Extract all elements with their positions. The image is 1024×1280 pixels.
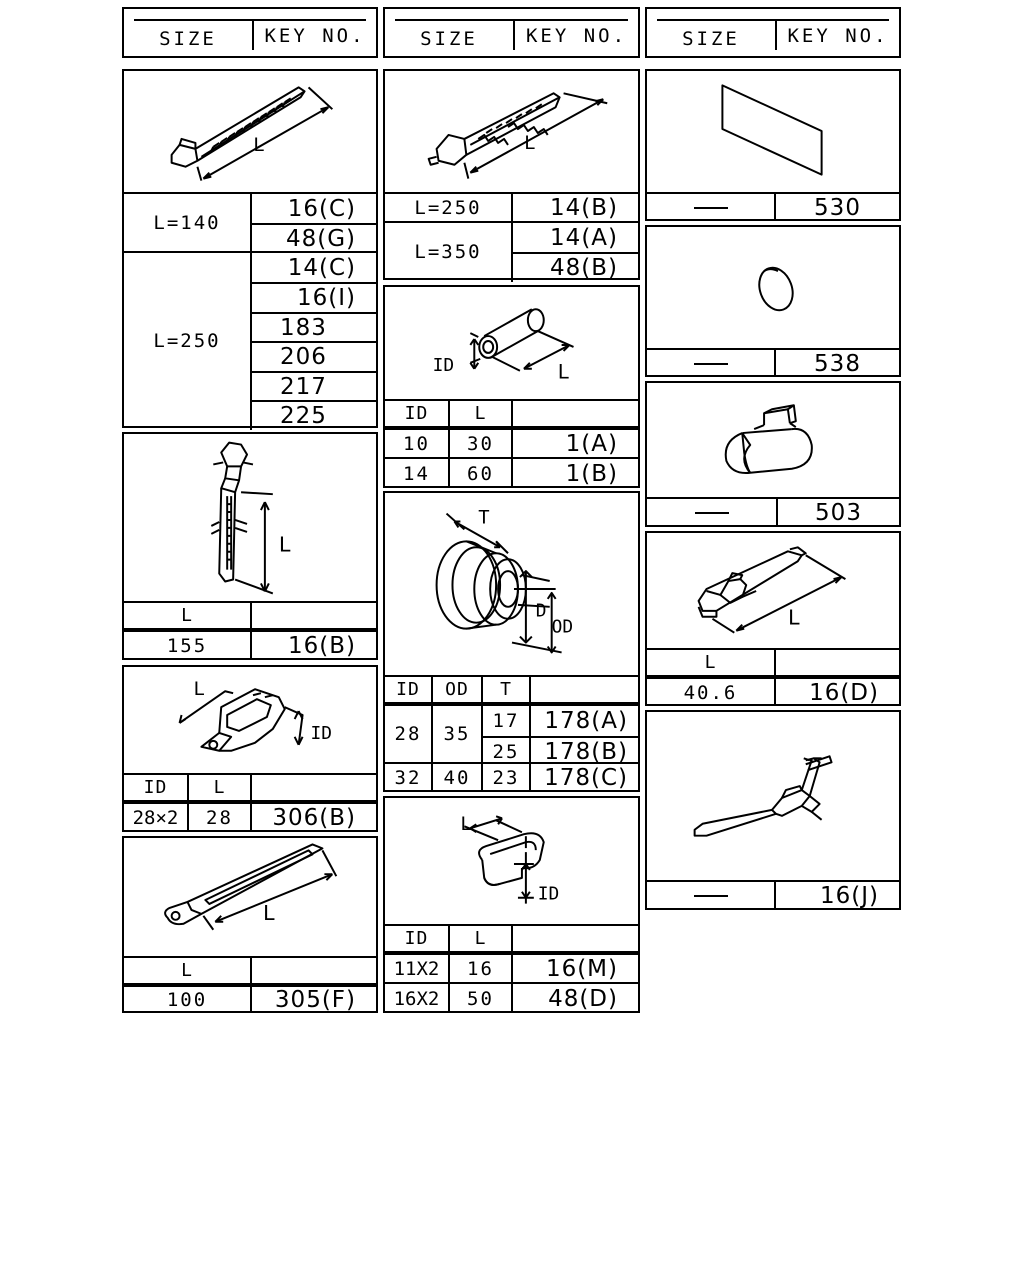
size-cell: L=250: [414, 196, 482, 219]
tie-clip-icon: [647, 712, 899, 880]
dim-label-id: ID: [432, 354, 455, 376]
key-no-cell: 183: [250, 312, 376, 341]
table-row: [647, 497, 899, 527]
cable-tie-wide-icon: [385, 71, 638, 192]
table-row: [124, 628, 376, 660]
tie-base-icon: [647, 533, 899, 648]
value-t: 25: [481, 736, 529, 766]
key-no-cell: 530: [774, 194, 899, 221]
push-mount-tie-icon: [124, 434, 376, 601]
dash-mark: [694, 363, 728, 365]
dash-mark: [694, 895, 728, 897]
dash-mark: [695, 512, 729, 514]
size-row: [385, 221, 638, 280]
value-l: 16: [448, 955, 511, 982]
header-col-2: [383, 7, 640, 58]
size-cell: L=140: [153, 211, 221, 234]
value-id: 10: [403, 432, 430, 455]
dim-label-l: L: [193, 679, 205, 701]
cable-tie-wide-panel: [383, 69, 640, 280]
table-row: [647, 192, 899, 221]
value-t: 23: [481, 764, 529, 792]
push-mount-panel: [122, 432, 378, 660]
table-head-row: [124, 601, 376, 628]
dim-label-id: ID: [310, 722, 333, 744]
key-no-cell: 217: [250, 371, 376, 400]
value-l: 50: [448, 984, 511, 1013]
value-id: 32: [394, 767, 422, 789]
dim-label-l: L: [262, 900, 276, 925]
table-row: [385, 762, 638, 792]
dim-label-d: D: [535, 600, 547, 622]
cable-tie-icon: [124, 71, 376, 192]
dim-label-l: L: [787, 605, 801, 630]
key-no-cell: 16(B): [250, 632, 376, 660]
p-clamp-icon: [385, 798, 638, 924]
key-no-cell: 206: [250, 341, 376, 371]
col-head-l: L: [181, 605, 193, 626]
table-head-row: [385, 924, 638, 951]
key-no-cell: 178(B): [529, 736, 638, 766]
key-no-cell: 16(I): [250, 282, 376, 312]
col-head-key: [511, 926, 638, 951]
key-no-cell: 1(A): [511, 430, 638, 457]
key-no-cell: 48(G): [250, 223, 376, 253]
dim-label-l: L: [557, 360, 570, 384]
col-head-id: ID: [396, 679, 420, 700]
value-l: 60: [448, 459, 511, 488]
header-size: SIZE: [159, 27, 217, 50]
col-head-id: ID: [143, 777, 168, 798]
size-row: [385, 192, 638, 221]
p-clamp-panel: [383, 796, 640, 1013]
col-head-l: L: [448, 401, 511, 426]
key-no-cell: 16(M): [511, 955, 638, 982]
key-no-cell: 48(D): [511, 984, 638, 1013]
dim-label-l: L: [524, 132, 536, 154]
dim-label-l: L: [460, 814, 472, 836]
value-l: 40.6: [683, 681, 738, 704]
value-l: 155: [166, 635, 208, 657]
tape-icon: [647, 71, 899, 192]
value-id: 16X2: [393, 987, 440, 1010]
tie-clip-panel: [645, 710, 901, 910]
col-head-key: [250, 775, 376, 800]
col-head-od: OD: [431, 677, 481, 702]
table-row: [385, 457, 638, 488]
table-head-row: [385, 399, 638, 426]
header-key-no: KEY NO.: [513, 21, 638, 50]
header-size: SIZE: [682, 27, 740, 50]
header-col-1: [122, 7, 378, 58]
value-id: 28: [394, 723, 422, 745]
value-id: 28×2: [132, 807, 179, 829]
size-row: [124, 192, 376, 251]
value-l: 100: [166, 989, 208, 1011]
key-no-cell: 178(C): [529, 764, 638, 792]
col-head-l: L: [704, 652, 717, 673]
col-head-l: L: [448, 926, 511, 951]
size-cell: [647, 499, 776, 527]
size-cell: [647, 882, 774, 910]
header-key-no: KEY NO.: [775, 21, 899, 50]
size-cell: L=250: [153, 329, 221, 352]
clamp-panel: [122, 665, 378, 832]
value-t: 17: [481, 706, 529, 736]
col-head-key: [250, 958, 376, 983]
header-size: SIZE: [420, 27, 478, 50]
col-head-key: [774, 650, 899, 675]
table-row: [385, 982, 638, 1013]
dim-label-id: ID: [537, 883, 560, 905]
table-row: [385, 702, 638, 765]
header-key-no: KEY NO.: [252, 21, 376, 50]
double-clamp-icon: [124, 667, 376, 773]
key-no-cell: 178(A): [529, 706, 638, 736]
table-head-row: [385, 675, 638, 702]
col-head-key: [250, 603, 376, 628]
grommet-icon: [385, 493, 638, 675]
col-head-t: T: [481, 677, 529, 702]
key-no-cell: 538: [774, 350, 899, 377]
value-l: 30: [448, 430, 511, 457]
tube-icon: [385, 287, 638, 399]
dim-label-t: T: [478, 507, 490, 529]
size-cell: [647, 350, 774, 377]
tube-panel: [383, 285, 640, 488]
tie-base-panel: [645, 531, 901, 706]
plug-icon: [647, 227, 899, 348]
key-no-cell: 306(B): [250, 804, 376, 832]
cable-tie-panel: [122, 69, 378, 428]
col-head-l: L: [187, 775, 250, 800]
tape-panel: [645, 69, 901, 221]
col-head-id: ID: [404, 403, 429, 424]
value-l: 28: [187, 804, 250, 832]
col-head-l: L: [181, 960, 193, 981]
key-no-cell: 14(A): [511, 223, 638, 252]
key-no-cell: 225: [250, 400, 376, 430]
strap-band-icon: [124, 838, 376, 956]
table-head-row: [647, 648, 899, 675]
table-row: [385, 951, 638, 982]
table-row: [124, 983, 376, 1013]
dim-label-od: OD: [551, 616, 574, 638]
header-col-3: [645, 7, 901, 58]
pad-panel: [645, 381, 901, 527]
key-no-cell: 503: [776, 499, 899, 527]
grommet-panel: [383, 491, 640, 792]
col-head-id: ID: [404, 928, 429, 949]
key-no-cell: 16(C): [250, 194, 376, 223]
value-od: 40: [431, 764, 481, 792]
table-row: [647, 880, 899, 910]
col-head-key: [529, 677, 638, 702]
pad-icon: [647, 383, 899, 497]
key-no-cell: 16(D): [774, 679, 899, 706]
key-no-cell: 48(B): [511, 252, 638, 282]
key-no-cell: 14(C): [250, 253, 376, 282]
col-head-key: [511, 401, 638, 426]
table-row: [647, 348, 899, 377]
key-no-cell: 1(B): [511, 459, 638, 488]
value-id: 14: [403, 462, 430, 485]
value-od: 35: [431, 706, 481, 762]
value-id: 11X2: [393, 957, 440, 980]
key-no-cell: 16(J): [774, 882, 899, 910]
table-row: [124, 800, 376, 832]
table-head-row: [124, 956, 376, 983]
band-panel: [122, 836, 378, 1013]
size-cell: L=350: [414, 240, 482, 263]
dash-mark: [694, 207, 728, 209]
dim-label-l: L: [253, 134, 265, 156]
size-row: [124, 251, 376, 428]
key-no-cell: 14(B): [511, 194, 638, 221]
table-head-row: [124, 773, 376, 800]
table-row: [647, 675, 899, 706]
key-no-cell: 305(F): [250, 987, 376, 1013]
dim-label-l: L: [278, 532, 292, 557]
table-row: [385, 426, 638, 457]
size-cell: [647, 194, 774, 221]
plug-panel: [645, 225, 901, 377]
